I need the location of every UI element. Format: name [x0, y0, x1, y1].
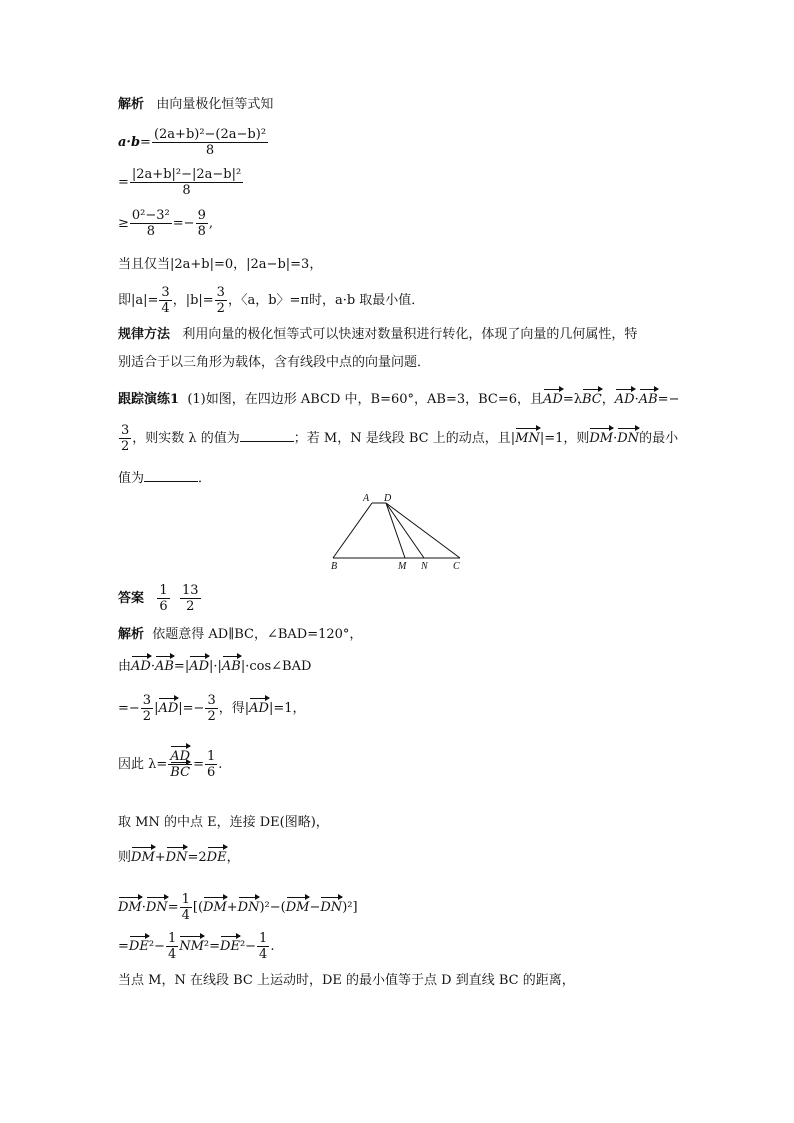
vector-dn: DN: [145, 900, 168, 915]
fraction: [157, 583, 169, 614]
text: =−: [118, 701, 140, 716]
analysis2-text-1: 依题意得 AD∥BC，∠BAD=120°，: [152, 627, 363, 642]
numerator: 1: [181, 892, 190, 907]
analysis-intro-text: 由向量极化恒等式知: [156, 97, 274, 112]
text: =: [167, 900, 179, 915]
fraction: [205, 693, 217, 724]
vector-ad: AD: [189, 659, 210, 674]
eq-minus: =−: [172, 216, 195, 231]
denominator: 6: [159, 599, 168, 614]
text: ，: [226, 850, 240, 865]
vector-de: DE: [128, 939, 149, 954]
exercise-line-2: [118, 423, 678, 454]
dot: ·: [141, 900, 146, 915]
method-text-1: 利用向量的极化恒等式可以快速对数量积进行转化，体现了向量的几何属性，特: [182, 327, 638, 342]
exercise-text-2c: |=1，则: [539, 431, 590, 446]
denominator: [168, 765, 192, 780]
text: 由: [118, 659, 132, 674]
vector-dm: DM: [118, 900, 142, 915]
dot: ·: [634, 392, 639, 407]
eq-minus: =−: [657, 392, 680, 407]
condition-line-2: [118, 285, 424, 316]
analysis-label: 解析: [118, 97, 145, 112]
eq-sign: =: [140, 135, 151, 150]
vector-bc: BC: [582, 392, 602, 407]
segment-dn: [386, 503, 424, 558]
fraction: [215, 285, 227, 316]
numerator: 3: [142, 693, 152, 708]
plus: +: [154, 850, 166, 865]
text: )²]: [342, 900, 358, 915]
exercise-text-3-end: ．: [198, 471, 212, 486]
answer-line: [118, 583, 202, 614]
fraction: [166, 931, 178, 962]
analysis2-line-1: [118, 627, 362, 643]
numerator: 0²−3²: [131, 208, 170, 223]
label-n: N: [421, 561, 428, 572]
eq-sign: =: [118, 175, 129, 190]
answer-blank-2[interactable]: [144, 469, 198, 482]
numerator: 3: [161, 285, 170, 300]
eq-lambda: =λ: [562, 392, 582, 407]
ab-dot: a·b: [118, 135, 141, 150]
vector-dm: DM: [203, 900, 227, 915]
text: .: [218, 757, 223, 772]
vector-dm: DM: [131, 850, 155, 865]
denominator: 4: [167, 947, 177, 962]
analysis2-label: 解析: [118, 627, 145, 642]
denominator: 2: [142, 709, 152, 724]
exercise-text-2b: ；若 M，N 是线段 BC 上的动点，且|: [293, 431, 516, 446]
fraction: [257, 931, 269, 962]
vector-dn: DN: [237, 900, 260, 915]
denominator: 6: [206, 765, 216, 780]
fraction: [180, 583, 201, 614]
analysis2-line-2: [118, 659, 311, 675]
vector-dm: DM: [285, 900, 310, 915]
denominator: 2: [121, 439, 130, 454]
denominator: 2: [207, 709, 216, 724]
text: [(: [192, 900, 204, 915]
trapezoid-figure: [326, 488, 470, 572]
comma: ,: [208, 216, 213, 231]
method-line-1: [118, 327, 637, 343]
fraction: [205, 749, 217, 780]
vector-mn: MN: [515, 431, 540, 446]
text: |: [154, 701, 159, 716]
ge-sign: ≥: [118, 216, 129, 231]
vector-de: DE: [206, 850, 227, 865]
fraction: [130, 208, 172, 239]
label-b: B: [331, 561, 338, 572]
vector-ad: AD: [543, 392, 563, 407]
exercise-label: 跟踪演练1: [118, 392, 180, 407]
text: ²=: [203, 939, 221, 954]
text: =: [193, 757, 204, 772]
denominator: 8: [197, 224, 206, 239]
fraction: [141, 693, 153, 724]
analysis2-line-4: [118, 749, 222, 780]
method-line-2: 别适合于以三角形为载体，含有线段中点的向量问题．: [118, 355, 431, 370]
text: ²−: [148, 939, 165, 954]
numerator: 13: [181, 583, 199, 598]
condition-line-1: 当且仅当|2a+b|=0，|2a−b|=3，: [118, 257, 323, 272]
fraction: [159, 285, 171, 316]
comma: ，: [601, 392, 615, 407]
denominator: 8: [146, 224, 155, 239]
vector-fraction: [168, 749, 192, 780]
text: =: [118, 939, 129, 954]
vector-dm: DM: [589, 431, 614, 446]
denominator: 2: [216, 301, 225, 316]
plus: +: [226, 900, 238, 915]
equation-line-2: [118, 167, 244, 198]
label-m: M: [398, 561, 407, 572]
cond-text-c: ，〈a，b〉=π时，a·b 取最小值．: [227, 293, 425, 308]
minus: −: [309, 900, 321, 915]
vector-ab: AB: [638, 392, 658, 407]
vector-nm: NM: [179, 939, 204, 954]
denominator: 4: [181, 908, 190, 923]
text: =2: [187, 850, 207, 865]
denominator: 4: [161, 301, 170, 316]
vector-dn: DN: [320, 900, 343, 915]
label-a: A: [363, 493, 370, 504]
cond-text-b: ，|b|=: [172, 293, 214, 308]
answer-label: 答案: [118, 591, 145, 606]
analysis2-line-8: [118, 931, 274, 962]
edge-dc: [386, 503, 460, 558]
edge-ab: [333, 503, 372, 558]
denominator: 8: [205, 143, 215, 158]
analysis2-line-3: [118, 693, 305, 724]
text: |=−: [178, 701, 205, 716]
analysis2-line-5: 取 MN 的中点 E，连接 DE(图略)，: [118, 815, 329, 830]
fraction: [130, 167, 243, 198]
answer-blank-1[interactable]: [240, 429, 294, 442]
cond-text-a: 即|a|=: [118, 293, 159, 308]
vector-de: DE: [220, 939, 240, 954]
numerator: 1: [206, 749, 216, 764]
text: |·cos∠BAD: [240, 659, 312, 674]
text: 则: [118, 850, 132, 865]
text: )²−(: [259, 900, 286, 915]
exercise-line-3: [118, 469, 211, 487]
segment-dm: [386, 503, 405, 558]
exercise-text-2a: ，则实数 λ 的值为: [132, 431, 240, 446]
label-c: C: [453, 561, 460, 572]
vector-dn: DN: [617, 431, 640, 446]
numerator: 3: [207, 693, 216, 708]
vector-ab: AB: [221, 659, 241, 674]
text: |·|: [209, 659, 222, 674]
vector-bc: BC: [170, 765, 191, 780]
fraction: [180, 892, 192, 923]
numerator: 9: [197, 208, 206, 223]
analysis-intro: [118, 97, 273, 113]
exercise-text-3: 值为: [118, 471, 145, 486]
numerator: (2a+b)²−(2a−b)²: [153, 127, 267, 142]
text: =|: [173, 659, 190, 674]
numerator: |2a+b|²−|2a−b|²: [131, 167, 242, 182]
numerator: 3: [216, 285, 225, 300]
equation-line-1: [118, 127, 269, 158]
vector-ad: AD: [614, 392, 635, 407]
analysis2-line-6: [118, 850, 240, 866]
vector-ad: AD: [131, 659, 151, 674]
text: |=1，: [268, 701, 306, 716]
fraction: [152, 127, 268, 158]
numerator: 1: [259, 931, 268, 946]
numerator: 1: [167, 931, 177, 946]
label-d: D: [384, 493, 392, 504]
denominator: 4: [259, 947, 268, 962]
vector-ad: AD: [158, 701, 179, 716]
numerator: 3: [121, 423, 130, 438]
text: 因此 λ=: [118, 757, 168, 772]
denominator: 2: [186, 599, 195, 614]
text: ，得|: [218, 701, 250, 716]
vector-ad: AD: [170, 749, 191, 764]
exercise-text-a: (1)如图，在四边形 ABCD 中，B=60°，AB=3，BC=6，且: [187, 392, 544, 407]
text: ²−: [239, 939, 257, 954]
analysis2-line-7: [118, 892, 358, 923]
dot: ·: [150, 659, 155, 674]
analysis2-line-9: 当点 M，N 在线段 BC 上运动时，DE 的最小值等于点 D 到直线 BC 的距离，: [118, 973, 575, 988]
vector-dn: DN: [165, 850, 188, 865]
fraction: [119, 423, 131, 454]
exercise-text-2d: 的最小: [639, 431, 679, 446]
numerator: 1: [159, 583, 168, 598]
text: .: [270, 939, 275, 954]
vector-ad: AD: [249, 701, 269, 716]
dot: ·: [613, 431, 618, 446]
method-label: 规律方法: [118, 327, 171, 342]
equation-line-3: [118, 208, 213, 239]
denominator: 8: [182, 183, 191, 198]
fraction: [196, 208, 208, 239]
exercise-line-1: [118, 392, 679, 408]
vector-ab: AB: [154, 659, 174, 674]
